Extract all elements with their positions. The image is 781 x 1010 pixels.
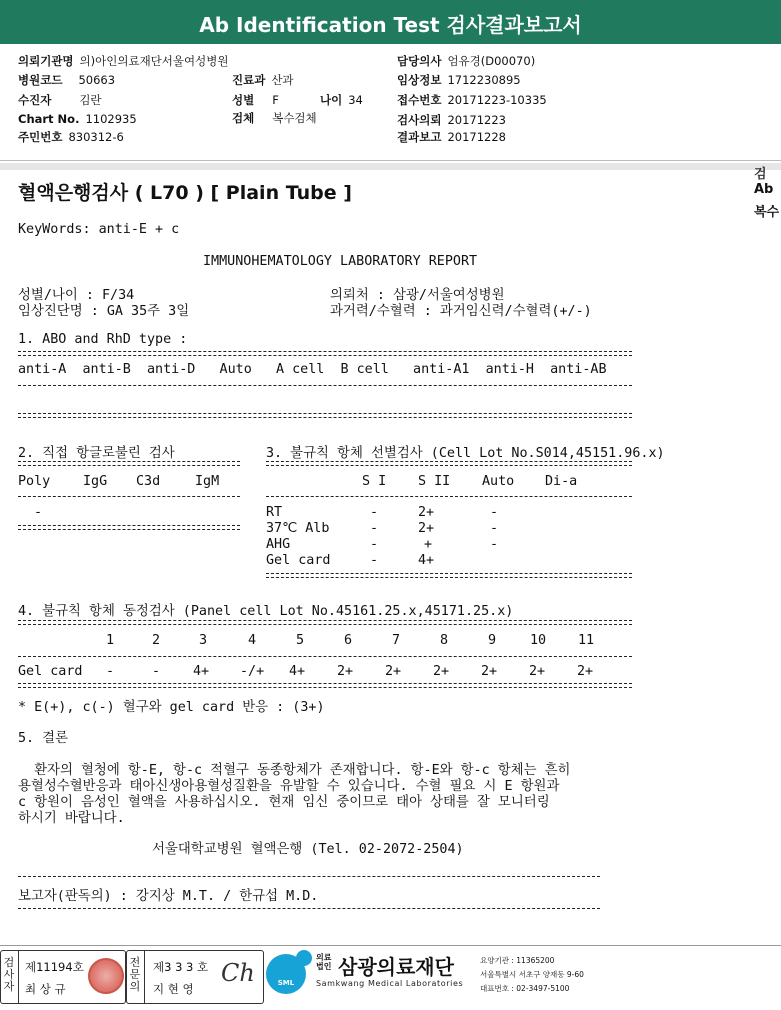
section-strip bbox=[0, 163, 781, 170]
request-date-value: 20171223 bbox=[447, 113, 506, 127]
panel-value: 2+ bbox=[529, 664, 546, 679]
resident-no-label: 주민번호 bbox=[18, 130, 63, 144]
screen-row-s2: + bbox=[424, 537, 433, 552]
screen-rule-top bbox=[266, 461, 632, 466]
age-row bbox=[320, 92, 363, 108]
institution-row bbox=[18, 53, 228, 69]
panel-title: 4. 불규칙 항체 동정검사 (Panel cell Lot No.45161.25.x,45171.25.x) bbox=[18, 604, 514, 619]
conclusion-title: 5. 결론 bbox=[18, 731, 69, 746]
conclusion-line: 하시기 바랍니다. bbox=[18, 811, 125, 826]
clinical-label: 임상정보 bbox=[397, 73, 442, 87]
panel-rule-bottom bbox=[18, 683, 632, 688]
org-english: Samkwang Medical Laboratories bbox=[316, 979, 464, 988]
sex-age-line: 성별/나이 : F/34 bbox=[18, 288, 135, 303]
specialist-signature: Ch bbox=[221, 959, 255, 987]
panel-value: 4+ bbox=[289, 664, 306, 679]
panel-row-label: Gel card bbox=[18, 664, 83, 679]
panel-number: 6 bbox=[344, 633, 353, 648]
dat-title: 2. 직접 항글로불린 검사 bbox=[18, 446, 175, 461]
sex-value: F bbox=[272, 93, 279, 107]
panel-number: 5 bbox=[296, 633, 305, 648]
conclusion-line: c 항원이 음성인 혈액을 사용하십시오. 현재 임신 중이므로 태아 상태를 잘 모니터링 bbox=[18, 795, 550, 810]
specialist-name: 지 현 영 bbox=[153, 982, 194, 996]
report-date-value: 20171228 bbox=[447, 130, 506, 144]
dat-header-poly: Poly bbox=[18, 474, 51, 489]
requester-line: 의뢰처 : 삼광/서울여성병원 bbox=[330, 288, 505, 303]
dat-value-poly: - bbox=[34, 505, 43, 520]
footer-divider bbox=[0, 945, 781, 946]
inspector-box-divider bbox=[18, 951, 19, 1003]
abo-title: 1. ABO and RhD type : bbox=[18, 332, 188, 347]
conclusion-line: 용혈성수혈반응과 태아신생아용혈성질환을 유발할 수 있습니다. 수혈 필요 시 E 항원과 bbox=[18, 779, 560, 794]
dept-row bbox=[232, 72, 294, 88]
panel-number: 7 bbox=[392, 633, 401, 648]
reporter-rule-top bbox=[18, 876, 600, 877]
sml-logo-text: SML bbox=[277, 979, 295, 987]
history-line: 과거력/수혈력 : 과거임신력/수혈력(+/-) bbox=[330, 304, 592, 319]
screen-row-phase: AHG bbox=[266, 537, 291, 552]
org-address: 서울특별시 서초구 양재동 9-60 bbox=[480, 970, 584, 979]
screen-row-phase: 37℃ Alb bbox=[266, 521, 330, 536]
panel-value: - bbox=[106, 664, 115, 679]
panel-value: 4+ bbox=[193, 664, 210, 679]
abo-rule-mid bbox=[18, 385, 632, 386]
screen-row-phase: RT bbox=[266, 505, 283, 520]
panel-value: 2+ bbox=[577, 664, 594, 679]
screen-row-s2: 2+ bbox=[418, 505, 435, 520]
abo-headers: anti-A anti-B anti-D Auto A cell B cell anti-A1 anti-H anti-AB bbox=[18, 362, 607, 377]
report-title: Ab Identification Test 검사결과보고서 bbox=[199, 13, 582, 37]
panel-number: 9 bbox=[488, 633, 497, 648]
org-phone: 대표번호 : 02-3497-5100 bbox=[480, 984, 570, 993]
inspector-no: 제11194호 bbox=[25, 960, 84, 974]
chart-no-row bbox=[18, 112, 137, 126]
age-label: 나이 bbox=[320, 93, 343, 107]
screen-header-s1: S I bbox=[362, 474, 387, 489]
panel-value: - bbox=[152, 664, 161, 679]
screen-row-s2: 4+ bbox=[418, 553, 435, 568]
patient-row bbox=[18, 92, 102, 108]
request-date-label: 검사의뢰 bbox=[397, 113, 442, 127]
dat-rule-top bbox=[18, 461, 240, 466]
hospital-contact: 서울대학교병원 혈액은행 (Tel. 02-2072-2504) bbox=[152, 842, 464, 857]
institution-label: 의뢰기관명 bbox=[18, 54, 74, 68]
age-value: 34 bbox=[348, 93, 363, 107]
hospital-code-value: 50663 bbox=[78, 73, 116, 87]
dept-label: 진료과 bbox=[232, 73, 266, 87]
screen-row-auto: - bbox=[490, 505, 499, 520]
report-date-label: 결과보고 bbox=[397, 130, 442, 144]
resident-no-value: 830312-6 bbox=[68, 130, 124, 144]
screen-header-auto: Auto bbox=[482, 474, 515, 489]
screen-row-s1: - bbox=[370, 553, 379, 568]
panel-value: 2+ bbox=[481, 664, 498, 679]
diagnosis-line: 임상진단명 : GA 35주 3일 bbox=[18, 304, 190, 319]
request-date-row bbox=[397, 112, 506, 128]
panel-rule-mid bbox=[18, 656, 632, 657]
hospital-code-row bbox=[18, 72, 115, 88]
abo-rule-top bbox=[18, 351, 632, 356]
report-header bbox=[0, 0, 781, 44]
dat-header-igm: IgM bbox=[195, 474, 220, 489]
sex-row bbox=[232, 92, 279, 108]
reporter-line: 보고자(판독의) : 강지상 M.T. / 한규섭 M.D. bbox=[18, 889, 319, 904]
specialist-box-divider bbox=[144, 951, 145, 1003]
screen-row-s1: - bbox=[370, 505, 379, 520]
org-name: 삼광의료재단 bbox=[338, 955, 454, 979]
panel-note: * E(+), c(-) 혈구와 gel card 반응 : (3+) bbox=[18, 700, 325, 715]
receipt-no-label: 접수번호 bbox=[397, 93, 442, 107]
sml-logo-dot-icon bbox=[296, 950, 312, 966]
patient-label: 수진자 bbox=[18, 93, 52, 107]
dat-rule-mid bbox=[18, 496, 240, 497]
screen-row-s2: 2+ bbox=[418, 521, 435, 536]
screen-row-auto: - bbox=[490, 537, 499, 552]
receipt-no-value: 20171223-10335 bbox=[447, 93, 547, 107]
panel-number: 3 bbox=[199, 633, 208, 648]
specialist-label: 전문의 bbox=[129, 956, 141, 993]
panel-number: 1 bbox=[106, 633, 115, 648]
screen-row-s1: - bbox=[370, 537, 379, 552]
panel-rule-top bbox=[18, 620, 632, 625]
section-title: 혈액은행검사 ( L70 ) [ Plain Tube ] bbox=[18, 182, 352, 204]
dat-header-igg: IgG bbox=[83, 474, 108, 489]
reporter-rule-bottom bbox=[18, 908, 600, 909]
screen-header-dia: Di-a bbox=[545, 474, 578, 489]
inspector-seal bbox=[88, 958, 124, 994]
org-code: 요양기관 : 11365200 bbox=[480, 956, 555, 965]
sex-label: 성별 bbox=[232, 93, 255, 107]
doctor-row bbox=[397, 53, 535, 69]
inspector-name: 최 상 규 bbox=[25, 982, 66, 996]
screen-row-phase: Gel card bbox=[266, 553, 331, 568]
panel-number: 10 bbox=[530, 633, 547, 648]
dept-value: 산과 bbox=[271, 73, 294, 87]
conclusion-line: 환자의 혈청에 항-E, 항-c 적혈구 동종항체가 존재합니다. 항-E와 항-c 항체는 흔히 bbox=[18, 763, 571, 778]
panel-value: 2+ bbox=[433, 664, 450, 679]
lab-report-title: IMMUNOHEMATOLOGY LABORATORY REPORT bbox=[203, 254, 478, 269]
screen-rule-mid bbox=[266, 496, 632, 497]
specimen-label: 검체 bbox=[232, 111, 255, 125]
specialist-no: 제3 3 3 호 bbox=[153, 960, 209, 974]
side-fragment-1: 검 bbox=[754, 167, 767, 182]
resident-no-row bbox=[18, 129, 124, 145]
chart-no-value: 1102935 bbox=[85, 112, 137, 126]
panel-value: -/+ bbox=[240, 664, 265, 679]
screen-header-s2: S II bbox=[418, 474, 451, 489]
doctor-label: 담당의사 bbox=[397, 54, 442, 68]
clinical-value: 1712230895 bbox=[447, 73, 521, 87]
dat-header-c3d: C3d bbox=[136, 474, 161, 489]
chart-no-label: Chart No. bbox=[18, 112, 80, 126]
panel-number: 8 bbox=[440, 633, 449, 648]
panel-value: 2+ bbox=[385, 664, 402, 679]
screen-rule-bottom bbox=[266, 573, 632, 578]
screen-row-auto: - bbox=[490, 521, 499, 536]
dat-rule-bottom bbox=[18, 525, 240, 530]
specimen-value: 복수검체 bbox=[272, 111, 317, 125]
org-prefix: 의료법인 bbox=[316, 953, 332, 971]
patient-value: 김란 bbox=[79, 93, 102, 107]
abo-rule-bottom bbox=[18, 413, 632, 418]
specialist-box bbox=[126, 950, 264, 1004]
panel-number: 11 bbox=[578, 633, 595, 648]
side-fragment-2: Ab bbox=[754, 182, 774, 197]
report-date-row bbox=[397, 129, 506, 145]
specimen-row bbox=[232, 110, 317, 126]
doctor-value: 엄유경(D00070) bbox=[447, 54, 536, 68]
panel-number: 2 bbox=[152, 633, 161, 648]
side-fragment-3: 복수 bbox=[754, 205, 780, 220]
panel-value: 2+ bbox=[337, 664, 354, 679]
screen-row-s1: - bbox=[370, 521, 379, 536]
institution-value: 의)아인의료재단서울여성병원 bbox=[79, 54, 229, 68]
panel-number: 4 bbox=[248, 633, 257, 648]
receipt-no-row bbox=[397, 92, 547, 108]
inspector-label: 검사자 bbox=[3, 956, 15, 993]
clinical-row bbox=[397, 72, 521, 88]
hospital-code-label: 병원코드 bbox=[18, 73, 63, 87]
header-divider bbox=[0, 160, 781, 161]
screen-title: 3. 불규칙 항체 선별검사 (Cell Lot No.S014,45151.96.x) bbox=[266, 446, 665, 461]
keywords: KeyWords: anti-E + c bbox=[18, 222, 180, 237]
